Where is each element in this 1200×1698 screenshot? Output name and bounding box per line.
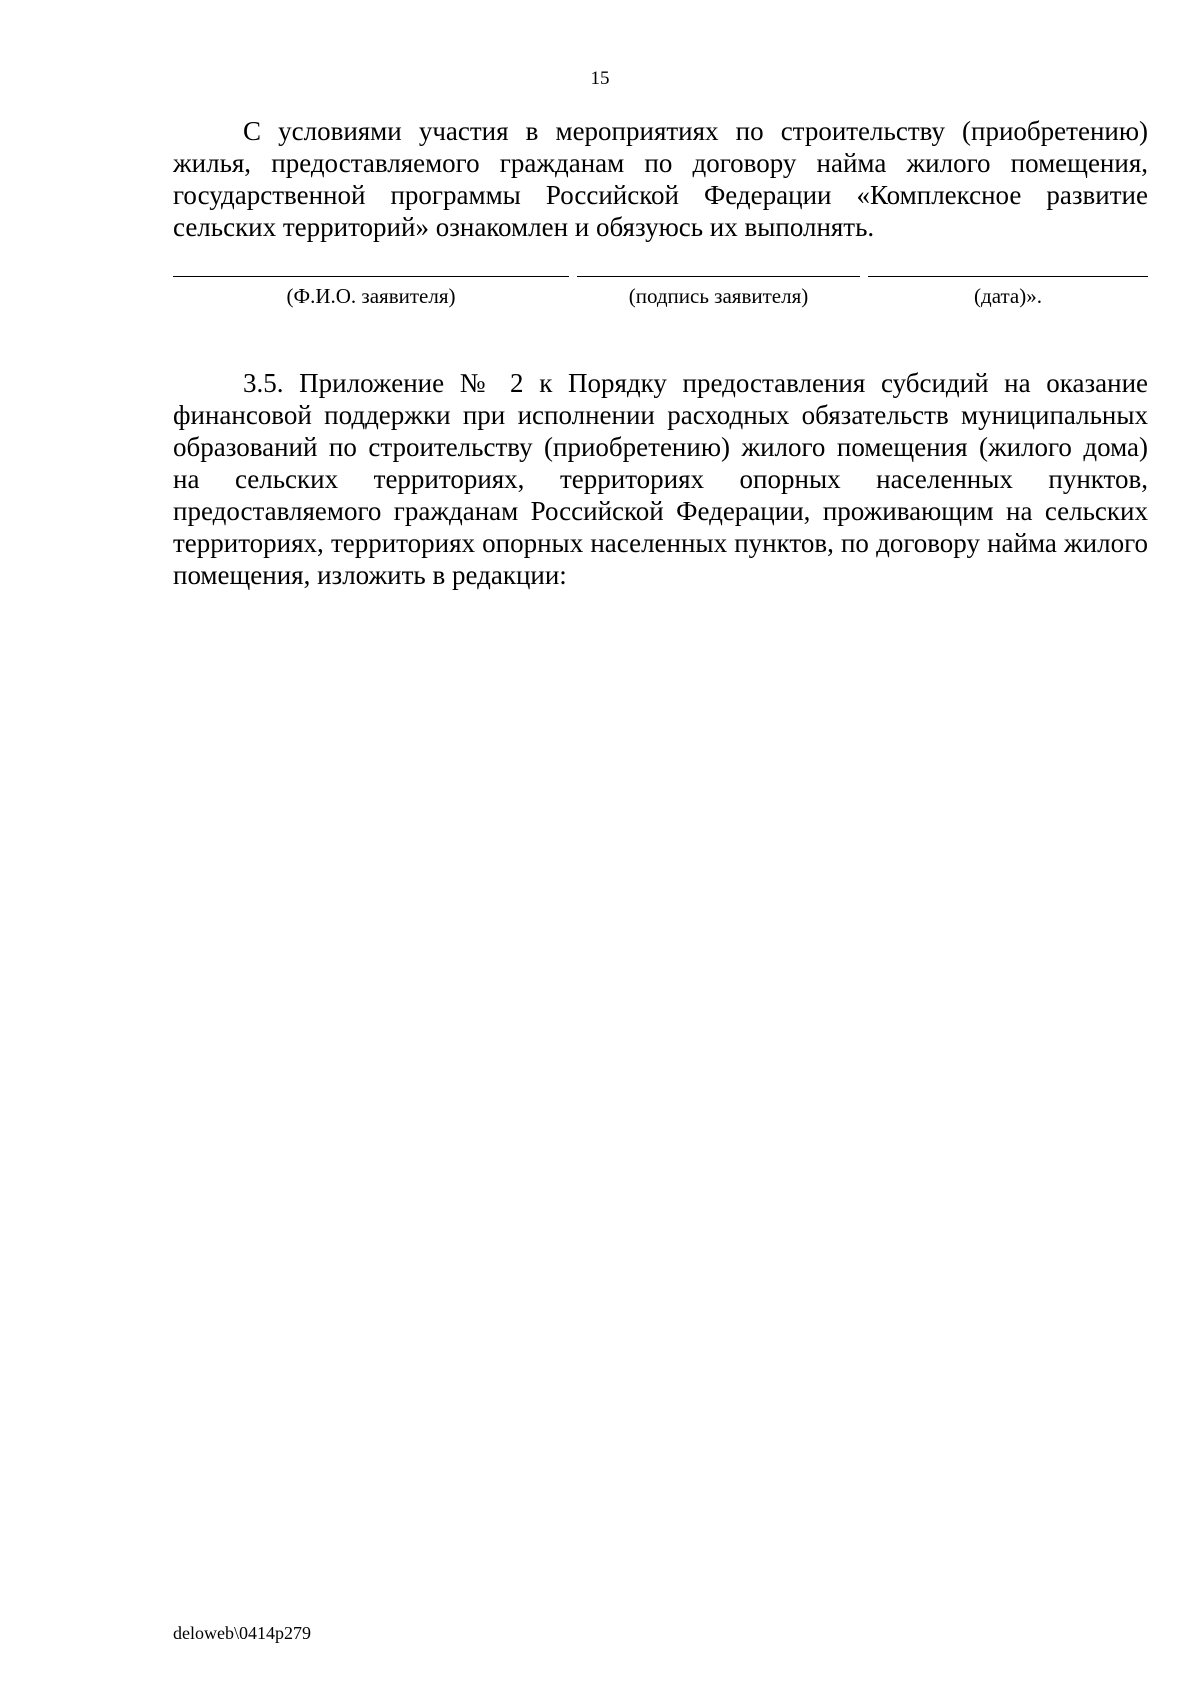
footer-document-code: deloweb\0414p279 bbox=[173, 1623, 311, 1643]
page-number: 15 bbox=[590, 68, 610, 89]
signature-field-signature bbox=[577, 276, 860, 309]
signature-field-date bbox=[868, 276, 1148, 309]
paragraph-conditions: С условиями участия в мероприятиях по строительству (приобретению) жилья, предоставляемого гражданам по договору найма жилого помещения, государственной программы Российской Федерации «Комплексное развитие сельских территорий» ознакомлен и обязуюсь их выполнять. bbox=[173, 116, 1148, 242]
signature-label-signature: (подпись заявителя) bbox=[628, 284, 809, 308]
signature-line-date bbox=[868, 276, 1148, 277]
signature-line-name bbox=[173, 276, 569, 277]
signature-block bbox=[173, 276, 1148, 336]
signature-label-name: (Ф.И.О. заявителя) bbox=[286, 284, 456, 308]
signature-field-name bbox=[173, 276, 569, 309]
signature-line-signature bbox=[577, 276, 860, 277]
signature-label-date: (дата)». bbox=[974, 284, 1042, 308]
paragraph-annex: 3.5. Приложение № 2 к Порядку предоставления субсидий на оказание финансовой поддержки при исполнении расходных обязательств муниципальных образований по строительству (приобретению) жилого помещения (жилого дома) на сельских территориях, территориях опорных населенных пунктов, предоставляемого гражданам Российской Федерации, проживающим на сельских территориях, территориях опорных населенных пунктов, по договору найма жилого помещения, изложить в редакции: bbox=[173, 368, 1148, 590]
